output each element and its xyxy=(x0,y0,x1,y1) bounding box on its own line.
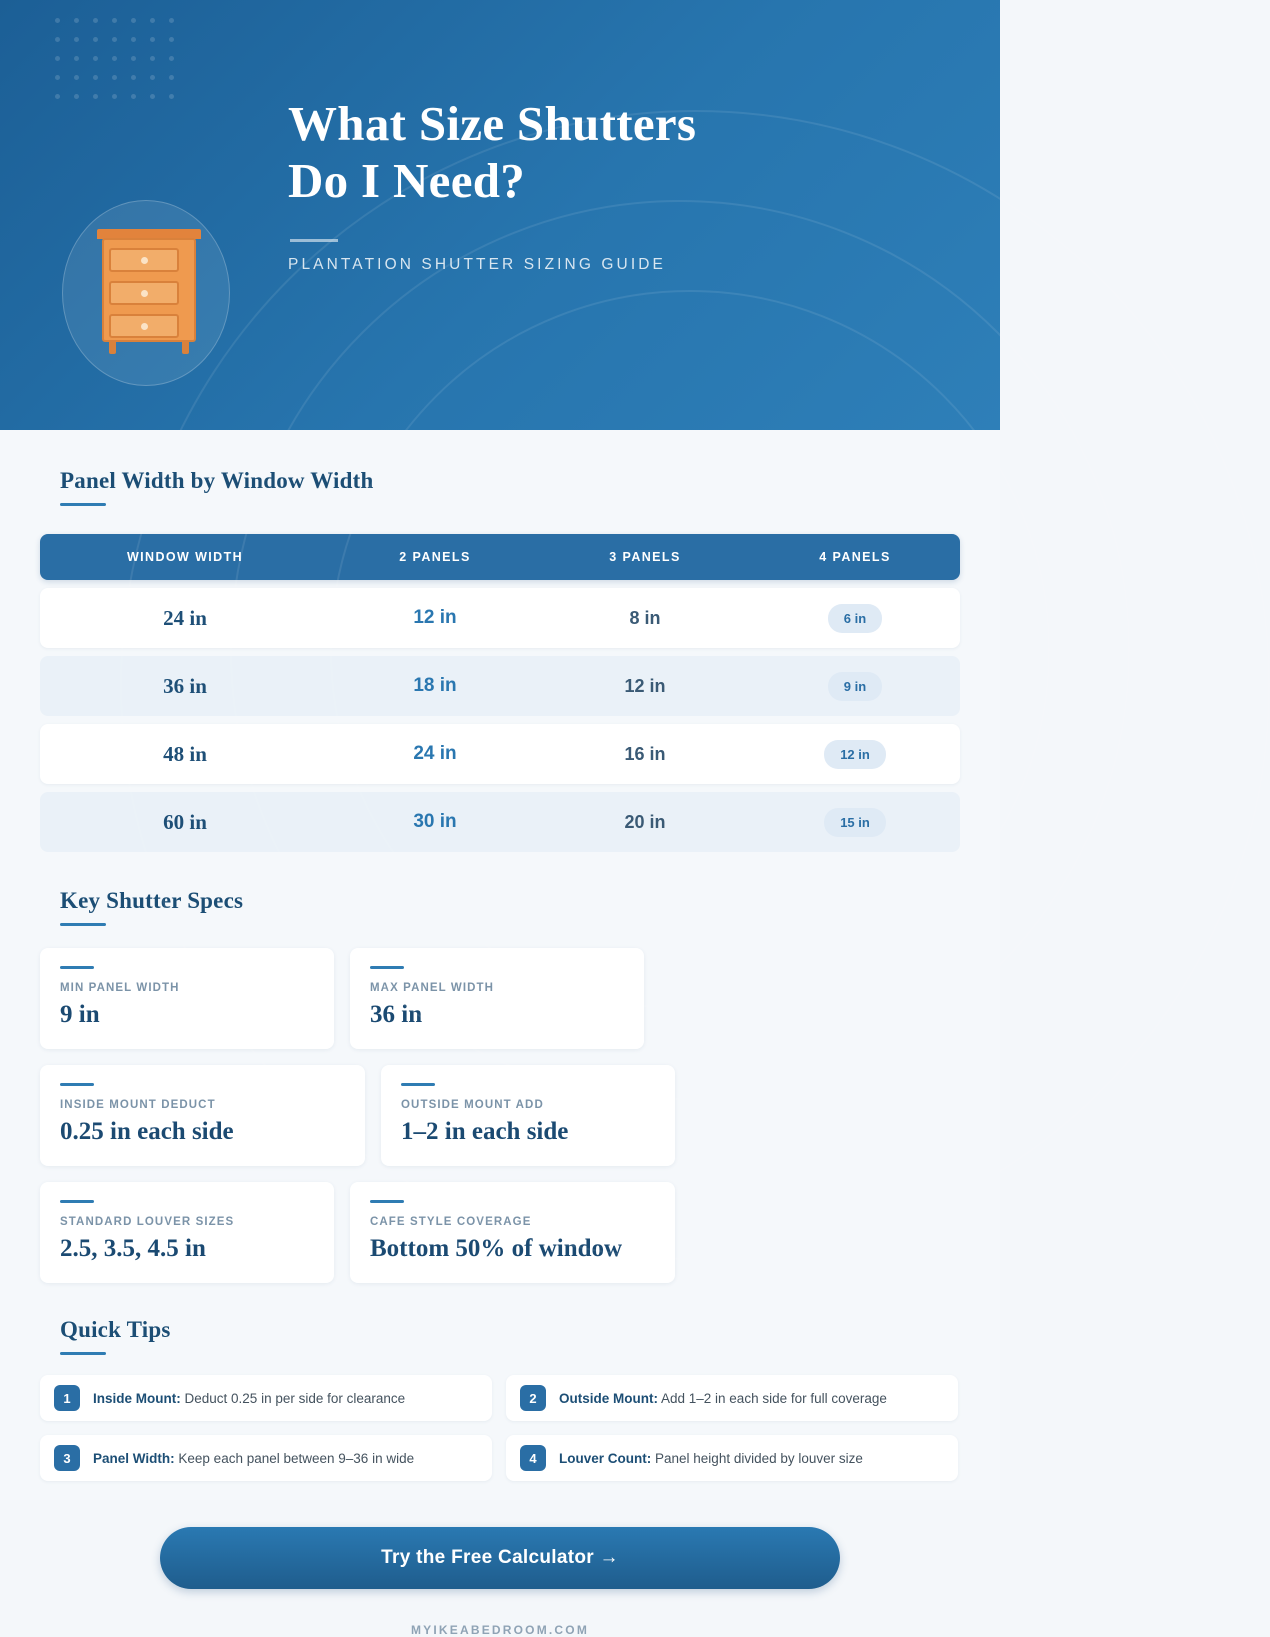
tip-body: Panel height divided by louver size xyxy=(655,1450,863,1466)
cell-2-panels: 30 in xyxy=(413,811,457,832)
cell-4-panels: 12 in xyxy=(824,740,886,769)
table-column-header: 2 PANELS xyxy=(399,550,471,564)
decorative-arc xyxy=(120,110,1270,1260)
tip-text xyxy=(93,1391,405,1406)
tip-item xyxy=(506,1375,958,1421)
section-heading-tips: Quick Tips xyxy=(60,1317,171,1342)
footer-site-name: MYIKEABEDROOM.COM xyxy=(410,1623,590,1637)
dresser-illustration xyxy=(97,229,201,355)
spec-value: 36 in xyxy=(370,1001,423,1028)
spec-label: MAX PANEL WIDTH xyxy=(370,982,495,994)
cell-4-panels: 9 in xyxy=(828,672,882,701)
spec-value: 9 in xyxy=(60,1001,100,1028)
tips-grid xyxy=(40,1375,960,1481)
spec-value: 2.5, 3.5, 4.5 in xyxy=(60,1235,206,1262)
section-heading-specs: Key Shutter Specs xyxy=(60,888,244,913)
tips-section-header xyxy=(0,1283,1000,1355)
cell-3-panels: 16 in xyxy=(624,743,666,764)
tip-number: 3 xyxy=(54,1445,80,1471)
cell-4-panels: 15 in xyxy=(824,808,886,837)
tip-body: Add 1–2 in each side for full coverage xyxy=(661,1390,887,1406)
cell-3-panels: 20 in xyxy=(624,811,666,832)
cell-2-panels: 24 in xyxy=(413,743,457,764)
table-column-header: WINDOW WIDTH xyxy=(126,550,244,564)
spec-label: CAFE STYLE COVERAGE xyxy=(370,1216,532,1228)
heading-underline xyxy=(60,1352,106,1355)
tip-body: Keep each panel between 9–36 in wide xyxy=(178,1450,415,1466)
spec-label: STANDARD LOUVER SIZES xyxy=(60,1216,235,1228)
card-accent-bar xyxy=(60,1200,94,1203)
card-accent-bar xyxy=(60,1083,94,1086)
spec-label: OUTSIDE MOUNT ADD xyxy=(401,1099,544,1111)
page-title-line2: Do I Need? xyxy=(288,153,526,208)
table-column-header: 3 PANELS xyxy=(609,550,681,564)
tip-title: Inside Mount: xyxy=(93,1390,181,1406)
cell-2-panels: 12 in xyxy=(413,607,457,628)
tip-text xyxy=(93,1451,414,1466)
tip-text xyxy=(559,1391,887,1406)
cell-window-width: 24 in xyxy=(163,605,207,630)
page-title-line1: What Size Shutters xyxy=(288,96,697,151)
cell-3-panels: 8 in xyxy=(629,607,661,628)
tip-title: Louver Count: xyxy=(559,1450,652,1466)
title-divider xyxy=(290,239,338,242)
tip-number: 4 xyxy=(520,1445,546,1471)
spec-value: 0.25 in each side xyxy=(60,1118,234,1145)
tip-item xyxy=(506,1435,958,1481)
page-subtitle: PLANTATION SHUTTER SIZING GUIDE xyxy=(288,256,666,273)
cell-window-width: 48 in xyxy=(163,741,207,766)
spec-label: MIN PANEL WIDTH xyxy=(60,982,180,994)
section-heading-table: Panel Width by Window Width xyxy=(60,468,374,493)
tip-number: 2 xyxy=(520,1385,546,1411)
tip-text xyxy=(559,1451,863,1466)
tip-body: Deduct 0.25 in per side for clearance xyxy=(184,1390,406,1406)
spec-card xyxy=(40,1182,334,1283)
header-banner xyxy=(0,0,1000,430)
card-accent-bar xyxy=(60,966,94,969)
heading-underline xyxy=(60,923,106,926)
try-calculator-button[interactable]: Try the Free Calculator → xyxy=(160,1527,840,1589)
heading-underline xyxy=(60,503,106,506)
cta-container xyxy=(0,1527,1000,1589)
cell-4-panels: 6 in xyxy=(828,604,882,633)
cell-window-width: 60 in xyxy=(163,809,207,834)
dresser-icon xyxy=(62,200,230,386)
spec-label: INSIDE MOUNT DEDUCT xyxy=(60,1099,216,1111)
cell-3-panels: 12 in xyxy=(624,675,666,696)
page-title xyxy=(288,95,1000,209)
card-accent-bar xyxy=(370,1200,404,1203)
spec-value: 1–2 in each side xyxy=(401,1118,569,1145)
spec-value: Bottom 50% of window xyxy=(370,1235,623,1262)
tip-number: 1 xyxy=(54,1385,80,1411)
cell-window-width: 36 in xyxy=(163,673,207,698)
cell-2-panels: 18 in xyxy=(413,675,457,696)
table-column-header: 4 PANELS xyxy=(819,550,891,564)
tip-title: Outside Mount: xyxy=(559,1390,658,1406)
tip-item xyxy=(40,1435,492,1481)
tip-title: Panel Width: xyxy=(93,1450,175,1466)
tip-item xyxy=(40,1375,492,1421)
